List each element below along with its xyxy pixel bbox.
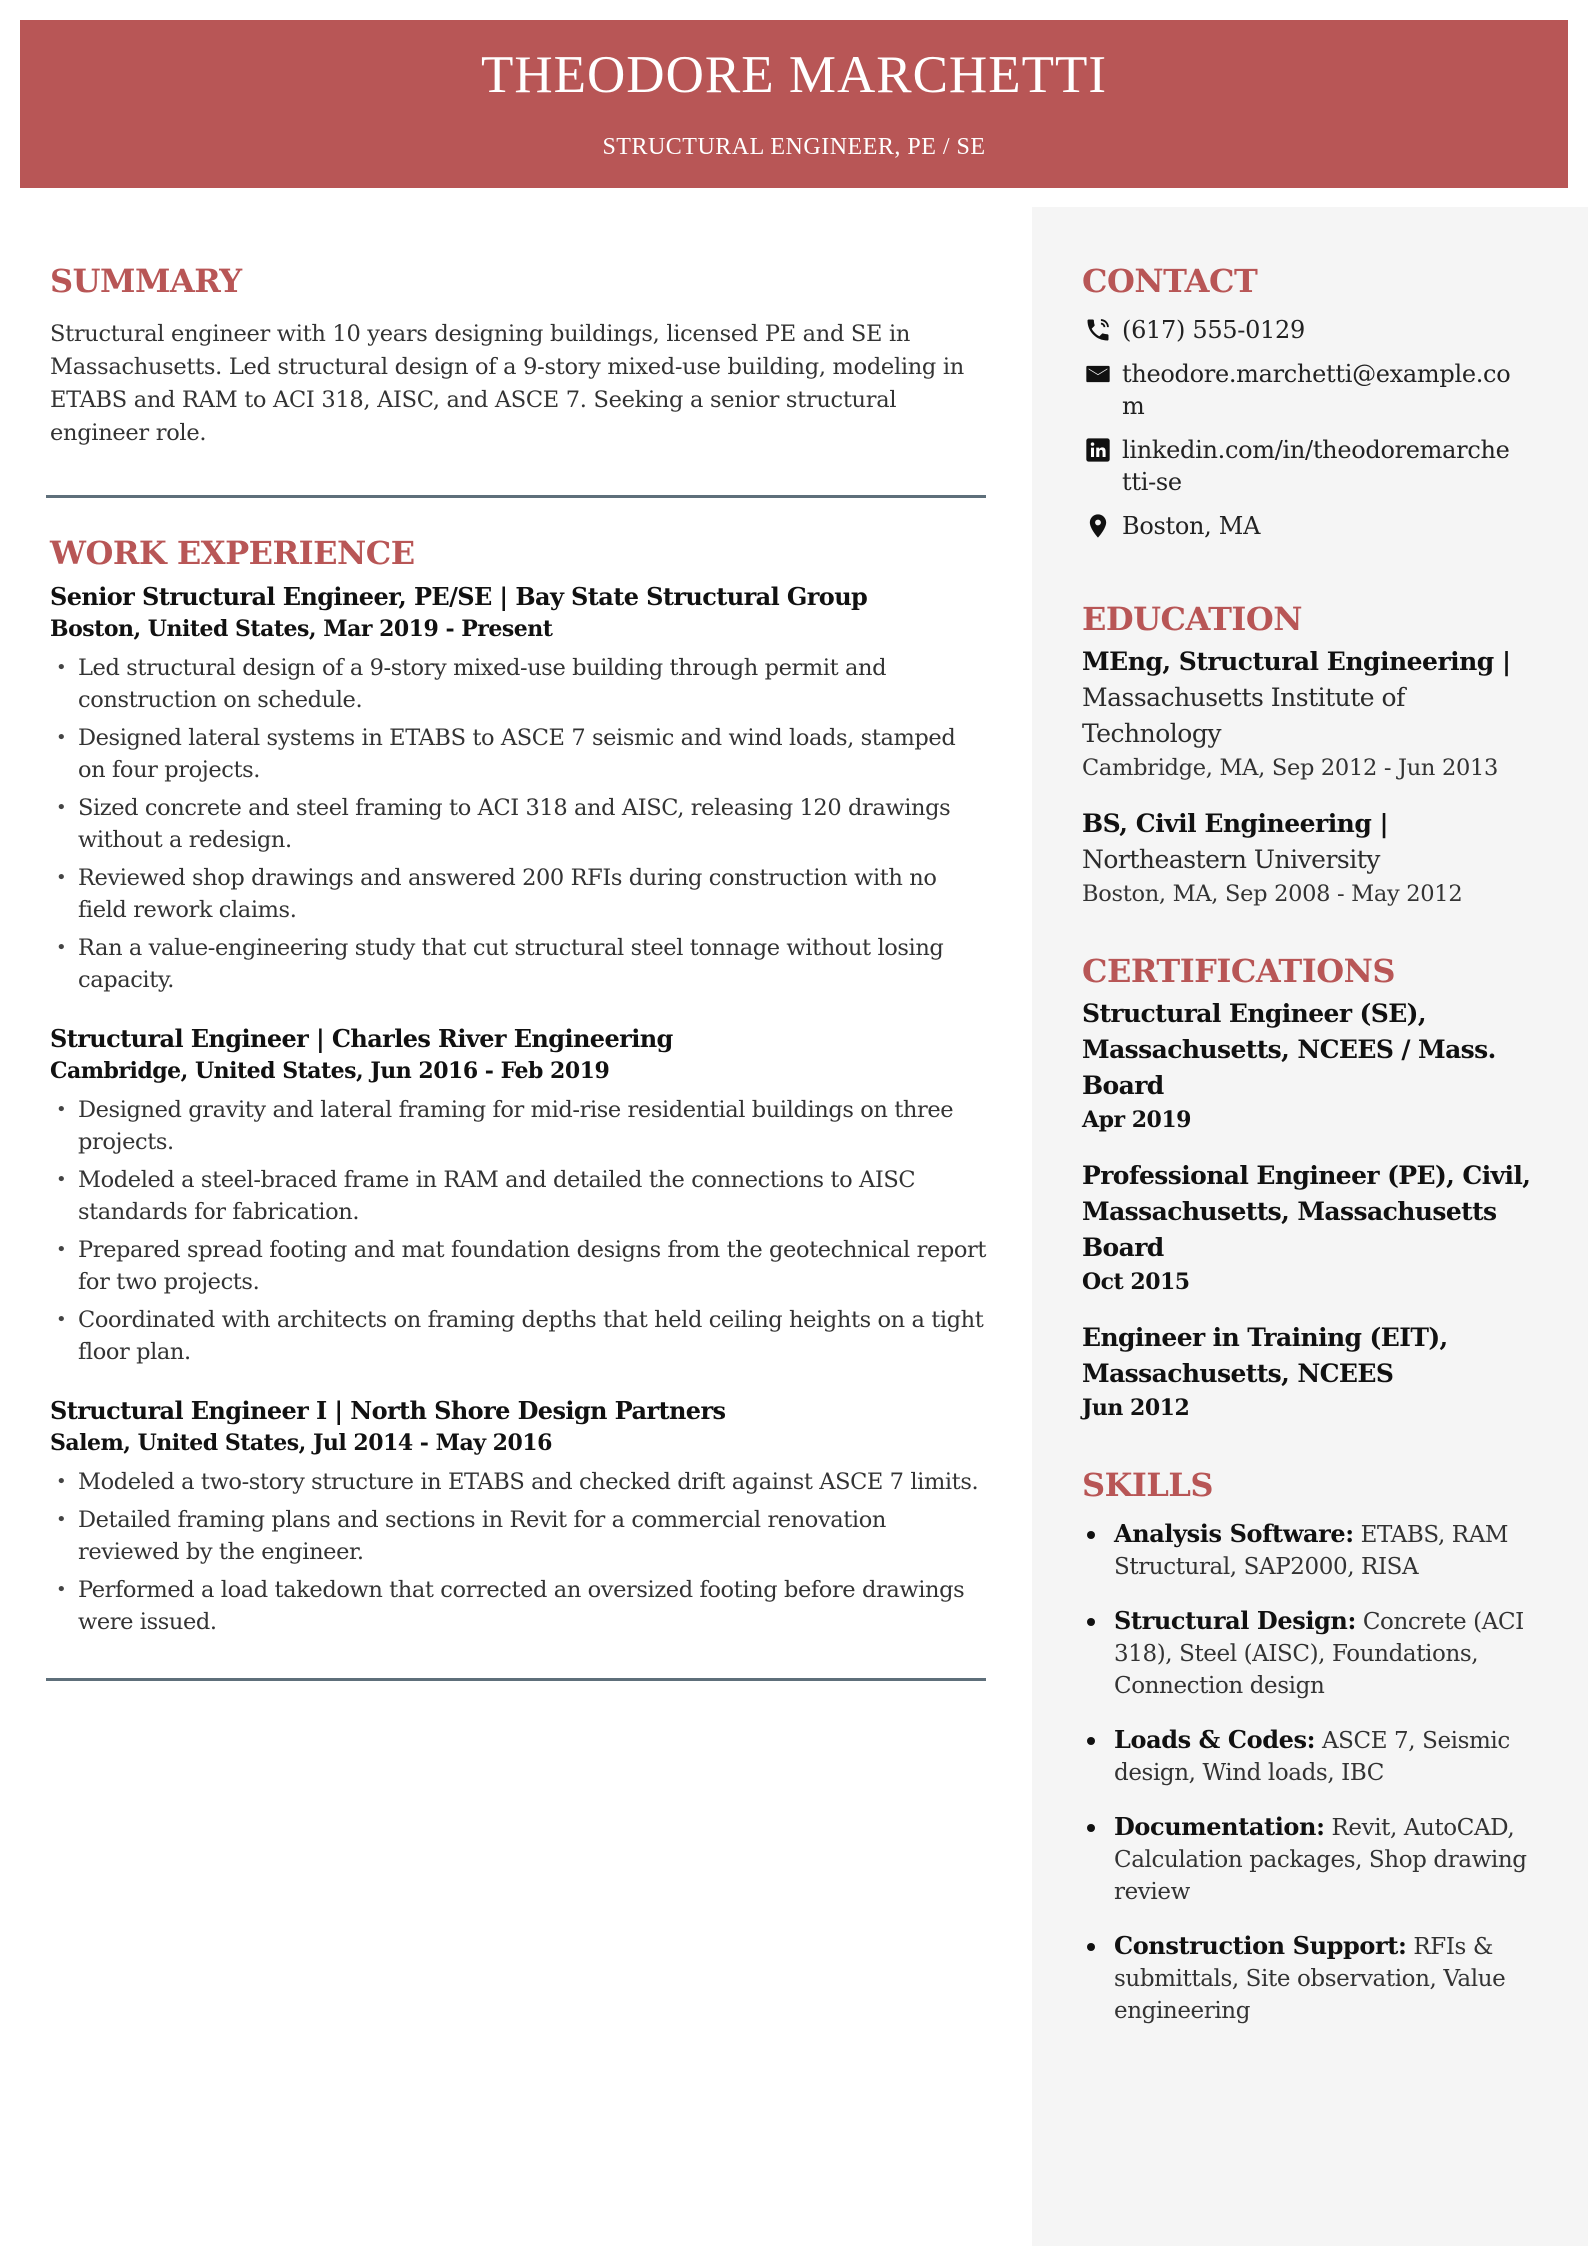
certifications-heading: CERTIFICATIONS: [1082, 952, 1395, 990]
skill-label: Documentation:: [1114, 1812, 1325, 1841]
job-title: Structural Engineer I | North Shore Design Partners: [50, 1396, 726, 1425]
education-meta: Cambridge, MA, Sep 2012 - Jun 2013: [1082, 755, 1499, 781]
list-item: • Detailed framing plans and sections in Revit for a commercial renovation reviewed by the engineer.: [50, 1504, 986, 1568]
certification-item: [1082, 1320, 1542, 1424]
list-item: • Sized concrete and steel framing to ACI 318 and AISC, releasing 120 drawings without a redesign.: [50, 792, 986, 856]
skill-value: RFIs & submittals, Site observation, Value engineering: [1114, 1934, 1506, 2024]
job-meta: Boston, United States, Mar 2019 - Present: [50, 616, 553, 642]
certification-item: [1082, 996, 1542, 1136]
candidate-name: THEODORE MARCHETTI: [481, 46, 1107, 104]
certification-date: Apr 2019: [1082, 1107, 1191, 1133]
contact-location: [1082, 510, 1542, 542]
education-school: Northeastern University: [1082, 845, 1380, 874]
skill-label: Structural Design:: [1114, 1606, 1356, 1635]
job-meta: Cambridge, United States, Jun 2016 - Feb 2019: [50, 1058, 610, 1084]
education-degree-line: [1082, 644, 1542, 752]
list-item: • Modeled a two-story structure in ETABS and checked drift against ASCE 7 limits.: [50, 1466, 986, 1498]
contact-phone[interactable]: [1082, 314, 1542, 346]
list-item: • Designed lateral systems in ETABS to ASCE 7 seismic and wind loads, stamped on four projects.: [50, 722, 986, 786]
location-icon: [1082, 510, 1114, 542]
skill-item: [1082, 1811, 1542, 1908]
education-meta: Boston, MA, Sep 2008 - May 2012: [1082, 881, 1463, 907]
job-meta: Salem, United States, Jul 2014 - May 2016: [50, 1430, 552, 1456]
linkedin-icon: [1082, 434, 1114, 466]
candidate-title: STRUCTURAL ENGINEER, PE / SE: [602, 134, 986, 160]
skills-heading: SKILLS: [1082, 1466, 1213, 1504]
skill-item: [1082, 1724, 1542, 1789]
skill-value: Concrete (ACI 318), Steel (AISC), Foundations, Connection design: [1114, 1609, 1524, 1699]
summary-heading: SUMMARY: [50, 262, 242, 300]
contact-phone-text: (617) 555-0129: [1122, 316, 1305, 344]
list-item: • Coordinated with architects on framing depths that held ceiling heights on a tight floor plan.: [50, 1304, 986, 1368]
education-degree: BS, Civil Engineering |: [1082, 809, 1389, 838]
list-item: • Performed a load takedown that corrected an oversized footing before drawings were issued.: [50, 1574, 986, 1638]
skills-list: [1082, 1518, 1542, 2027]
skill-item: [1082, 1605, 1542, 1702]
contact-list: [1082, 314, 1542, 542]
education-school: Massachusetts Institute of Technology: [1082, 683, 1405, 748]
certification-name: Engineer in Training (EIT), Massachusetts, NCEES: [1082, 1323, 1448, 1388]
job-title: Senior Structural Engineer, PE/SE | Bay State Structural Group: [50, 582, 868, 611]
skill-label: Analysis Software:: [1114, 1519, 1354, 1548]
job-title: Structural Engineer | Charles River Engineering: [50, 1024, 673, 1053]
email-icon: [1082, 358, 1114, 390]
skill-label: Construction Support:: [1114, 1931, 1407, 1960]
job-entry: [50, 1022, 986, 1368]
job-entry: [50, 1394, 986, 1638]
list-item: • Reviewed shop drawings and answered 200 RFIs during construction with no field rework claims.: [50, 862, 986, 926]
list-item: • Designed gravity and lateral framing for mid-rise residential buildings on three projects.: [50, 1094, 986, 1158]
list-item: • Prepared spread footing and mat foundation designs from the geotechnical report for two projects.: [50, 1234, 986, 1298]
contact-linkedin-text: linkedin.com/in/theodoremarchetti-se: [1122, 436, 1510, 496]
contact-email-text: theodore.marchetti@example.com: [1122, 360, 1511, 420]
list-item: • Led structural design of a 9-story mixed-use building through permit and construction on schedule.: [50, 652, 986, 716]
skill-value: ETABS, RAM Structural, SAP2000, RISA: [1114, 1522, 1509, 1580]
skill-value: ASCE 7, Seismic design, Wind loads, IBC: [1114, 1728, 1510, 1786]
certification-name: Structural Engineer (SE), Massachusetts, NCEES / Mass. Board: [1082, 999, 1496, 1100]
phone-icon: [1082, 314, 1114, 346]
certification-name: Professional Engineer (PE), Civil, Massachusetts, Massachusetts Board: [1082, 1161, 1531, 1262]
work-experience-heading: WORK EXPERIENCE: [50, 534, 415, 572]
section-divider: [46, 495, 986, 498]
job-bullets: [50, 1094, 986, 1368]
main-column: [50, 262, 986, 1681]
contact-linkedin[interactable]: [1082, 434, 1542, 498]
skill-value: Revit, AutoCAD, Calculation packages, Shop drawing review: [1114, 1815, 1527, 1905]
list-item: • Modeled a steel-braced frame in RAM and detailed the connections to AISC standards for fabrication.: [50, 1164, 986, 1228]
contact-email[interactable]: [1082, 358, 1542, 422]
certification-item: [1082, 1158, 1542, 1298]
education-item: [1082, 806, 1542, 910]
resume-header: [20, 20, 1568, 188]
certification-date: Oct 2015: [1082, 1269, 1190, 1295]
contact-heading: CONTACT: [1082, 262, 1258, 300]
certification-date: Jun 2012: [1082, 1395, 1190, 1421]
sidebar: [1082, 262, 1542, 2049]
job-bullets: [50, 1466, 986, 1638]
job-entry: [50, 580, 986, 996]
contact-location-text: Boston, MA: [1122, 512, 1261, 540]
skill-label: Loads & Codes:: [1114, 1725, 1316, 1754]
skill-item: [1082, 1518, 1542, 1583]
summary-text: Structural engineer with 10 years designing buildings, licensed PE and SE in Massachusetts. Led structural design of a 9-story mixed-use building, modeling in ETABS and RAM to ACI 318, AISC, and ASCE 7. Seeking a senior structural engineer role.: [50, 321, 964, 446]
section-divider: [46, 1678, 986, 1681]
education-degree: MEng, Structural Engineering |: [1082, 647, 1511, 676]
education-degree-line: [1082, 806, 1542, 878]
education-heading: EDUCATION: [1082, 600, 1302, 638]
skill-item: [1082, 1930, 1542, 2027]
education-item: [1082, 644, 1542, 784]
education-list: [1082, 644, 1542, 910]
certifications-list: [1082, 996, 1542, 1424]
job-bullets: [50, 652, 986, 996]
list-item: • Ran a value-engineering study that cut structural steel tonnage without losing capacity.: [50, 932, 986, 996]
